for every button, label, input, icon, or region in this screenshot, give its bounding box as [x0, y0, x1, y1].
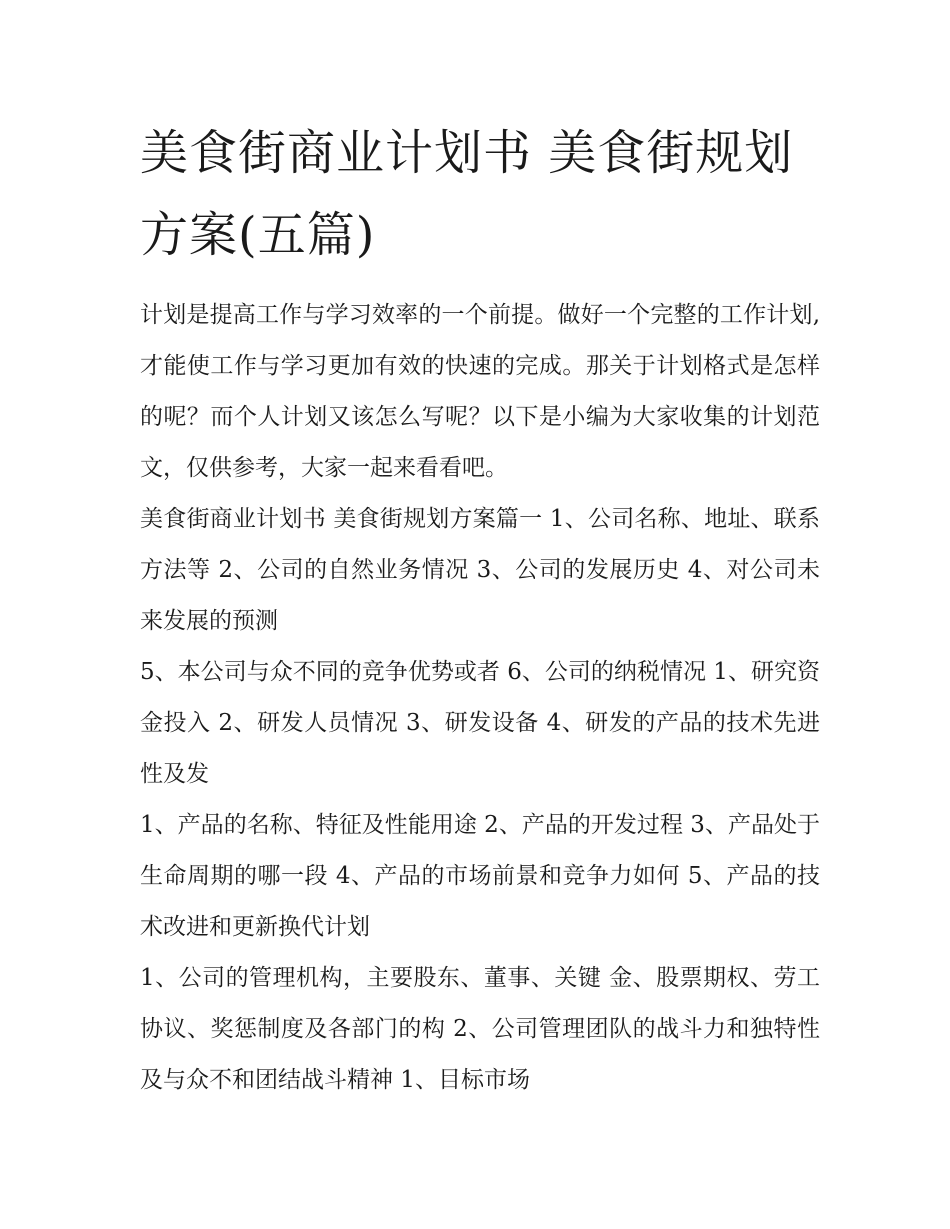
paragraph-company-overview: 美食街商业计划书 美食街规划方案篇一 1、公司名称、地址、联系方法等 2、公司的自然业务情况 3、公司的发展历史 4、对公司未来发展的预测 [140, 506, 820, 634]
document-title: 美食街商业计划书 美食街规划方案(五篇) [140, 125, 794, 263]
document-body [140, 112, 820, 1106]
paragraph-intro: 计划是提高工作与学习效率的一个前提。做好一个完整的工作计划,才能使工作与学习更加有效的快速的完成。那关于计划格式是怎样的呢？而个人计划又该怎么写呢？以下是小编为大家收集的计划范文，仅供参考，大家一起来看看吧。 [140, 302, 820, 481]
paragraph-product: 1、产品的名称、特征及性能用途 2、产品的开发过程 3、产品处于生命周期的哪一段 4、产品的市场前景和竞争力如何 5、产品的技术改进和更新换代计划 [140, 812, 820, 940]
paragraph-management: 1、公司的管理机构，主要股东、董事、关键 金、股票期权、劳工协议、奖惩制度及各部门的构 2、公司管理团队的战斗力和独特性及与众不和团结战斗精神 1、目标市场 [140, 965, 820, 1093]
paragraph-competitive-advantage: 5、本公司与众不同的竞争优势或者 6、公司的纳税情况 1、研究资金投入 2、研发人员情况 3、研发设备 4、研发的产品的技术先进性及发 [140, 659, 820, 787]
